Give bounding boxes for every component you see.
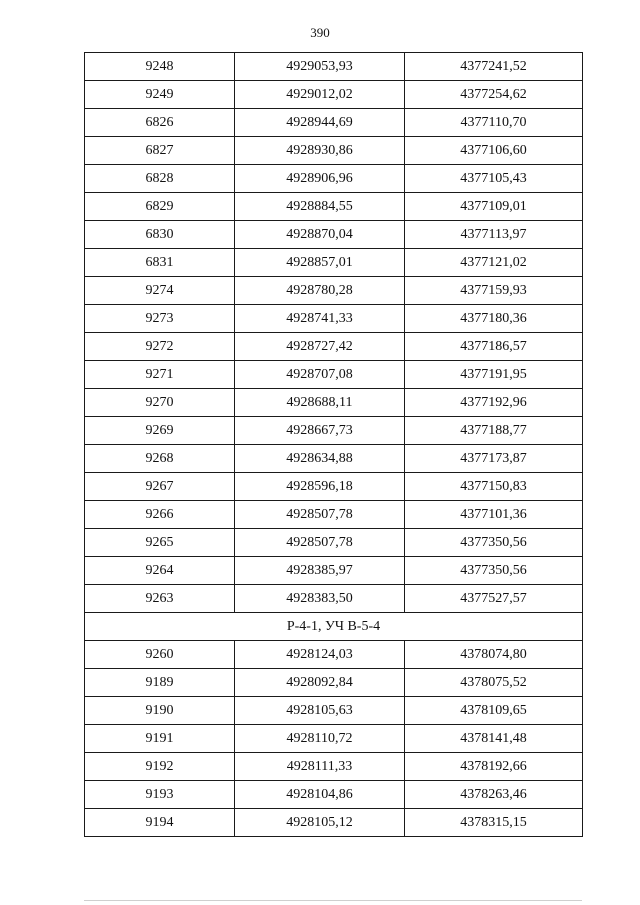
table-row xyxy=(85,445,583,473)
point-number-cell: 6829 xyxy=(85,193,235,221)
table-row xyxy=(85,725,583,753)
x-coordinate-cell: 4928741,33 xyxy=(235,305,405,333)
y-coordinate-cell: 4378075,52 xyxy=(405,669,583,697)
point-number-cell: 9189 xyxy=(85,669,235,697)
table-row xyxy=(85,221,583,249)
table-row xyxy=(85,249,583,277)
table-row xyxy=(85,529,583,557)
point-number-cell: 9267 xyxy=(85,473,235,501)
point-number-cell: 9272 xyxy=(85,333,235,361)
y-coordinate-cell: 4377113,97 xyxy=(405,221,583,249)
section-title: Р-4-1, УЧ В-5-4 xyxy=(85,613,583,641)
y-coordinate-cell: 4377110,70 xyxy=(405,109,583,137)
table-row xyxy=(85,473,583,501)
y-coordinate-cell: 4377105,43 xyxy=(405,165,583,193)
point-number-cell: 9269 xyxy=(85,417,235,445)
y-coordinate-cell: 4377150,83 xyxy=(405,473,583,501)
x-coordinate-cell: 4928507,78 xyxy=(235,529,405,557)
x-coordinate-cell: 4928870,04 xyxy=(235,221,405,249)
table-row xyxy=(85,81,583,109)
x-coordinate-cell: 4928105,12 xyxy=(235,809,405,837)
x-coordinate-cell: 4929012,02 xyxy=(235,81,405,109)
x-coordinate-cell: 4929053,93 xyxy=(235,53,405,81)
page-number: 390 xyxy=(310,25,330,40)
point-number-cell: 9190 xyxy=(85,697,235,725)
x-coordinate-cell: 4928944,69 xyxy=(235,109,405,137)
y-coordinate-cell: 4377159,93 xyxy=(405,277,583,305)
y-coordinate-cell: 4378192,66 xyxy=(405,753,583,781)
x-coordinate-cell: 4928111,33 xyxy=(235,753,405,781)
x-coordinate-cell: 4928383,50 xyxy=(235,585,405,613)
table-row xyxy=(85,53,583,81)
x-coordinate-cell: 4928884,55 xyxy=(235,193,405,221)
table-row xyxy=(85,361,583,389)
x-coordinate-cell: 4928930,86 xyxy=(235,137,405,165)
y-coordinate-cell: 4377173,87 xyxy=(405,445,583,473)
page-bottom-rule xyxy=(84,900,582,901)
point-number-cell: 9263 xyxy=(85,585,235,613)
point-number-cell: 9265 xyxy=(85,529,235,557)
point-number-cell: 9193 xyxy=(85,781,235,809)
point-number-cell: 9268 xyxy=(85,445,235,473)
table-row xyxy=(85,305,583,333)
y-coordinate-cell: 4377180,36 xyxy=(405,305,583,333)
y-coordinate-cell: 4378074,80 xyxy=(405,641,583,669)
table-row xyxy=(85,277,583,305)
x-coordinate-cell: 4928857,01 xyxy=(235,249,405,277)
coordinates-table xyxy=(84,52,583,837)
y-coordinate-cell: 4377188,77 xyxy=(405,417,583,445)
x-coordinate-cell: 4928596,18 xyxy=(235,473,405,501)
y-coordinate-cell: 4377254,62 xyxy=(405,81,583,109)
y-coordinate-cell: 4378109,65 xyxy=(405,697,583,725)
y-coordinate-cell: 4377186,57 xyxy=(405,333,583,361)
y-coordinate-cell: 4378141,48 xyxy=(405,725,583,753)
x-coordinate-cell: 4928385,97 xyxy=(235,557,405,585)
y-coordinate-cell: 4377106,60 xyxy=(405,137,583,165)
y-coordinate-cell: 4377527,57 xyxy=(405,585,583,613)
x-coordinate-cell: 4928688,11 xyxy=(235,389,405,417)
table-row xyxy=(85,109,583,137)
x-coordinate-cell: 4928092,84 xyxy=(235,669,405,697)
x-coordinate-cell: 4928104,86 xyxy=(235,781,405,809)
point-number-cell: 9194 xyxy=(85,809,235,837)
x-coordinate-cell: 4928507,78 xyxy=(235,501,405,529)
table-row xyxy=(85,417,583,445)
table-row xyxy=(85,697,583,725)
point-number-cell: 6830 xyxy=(85,221,235,249)
point-number-cell: 9266 xyxy=(85,501,235,529)
x-coordinate-cell: 4928667,73 xyxy=(235,417,405,445)
table-row xyxy=(85,193,583,221)
table-row xyxy=(85,557,583,585)
point-number-cell: 6831 xyxy=(85,249,235,277)
table-row xyxy=(85,753,583,781)
x-coordinate-cell: 4928634,88 xyxy=(235,445,405,473)
point-number-cell: 9260 xyxy=(85,641,235,669)
y-coordinate-cell: 4377191,95 xyxy=(405,361,583,389)
y-coordinate-cell: 4377350,56 xyxy=(405,529,583,557)
table-row xyxy=(85,137,583,165)
table-row xyxy=(85,333,583,361)
table-row xyxy=(85,641,583,669)
table-row xyxy=(85,585,583,613)
point-number-cell: 9264 xyxy=(85,557,235,585)
point-number-cell: 6827 xyxy=(85,137,235,165)
y-coordinate-cell: 4377241,52 xyxy=(405,53,583,81)
y-coordinate-cell: 4377350,56 xyxy=(405,557,583,585)
x-coordinate-cell: 4928780,28 xyxy=(235,277,405,305)
x-coordinate-cell: 4928906,96 xyxy=(235,165,405,193)
x-coordinate-cell: 4928727,42 xyxy=(235,333,405,361)
point-number-cell: 9274 xyxy=(85,277,235,305)
y-coordinate-cell: 4377101,36 xyxy=(405,501,583,529)
x-coordinate-cell: 4928124,03 xyxy=(235,641,405,669)
point-number-cell: 9273 xyxy=(85,305,235,333)
x-coordinate-cell: 4928110,72 xyxy=(235,725,405,753)
point-number-cell: 9191 xyxy=(85,725,235,753)
table-row xyxy=(85,781,583,809)
y-coordinate-cell: 4378315,15 xyxy=(405,809,583,837)
y-coordinate-cell: 4377109,01 xyxy=(405,193,583,221)
table-row xyxy=(85,165,583,193)
point-number-cell: 9248 xyxy=(85,53,235,81)
point-number-cell: 9271 xyxy=(85,361,235,389)
point-number-cell: 6828 xyxy=(85,165,235,193)
point-number-cell: 9270 xyxy=(85,389,235,417)
table-row xyxy=(85,669,583,697)
x-coordinate-cell: 4928105,63 xyxy=(235,697,405,725)
point-number-cell: 9249 xyxy=(85,81,235,109)
point-number-cell: 6826 xyxy=(85,109,235,137)
x-coordinate-cell: 4928707,08 xyxy=(235,361,405,389)
point-number-cell: 9192 xyxy=(85,753,235,781)
y-coordinate-cell: 4378263,46 xyxy=(405,781,583,809)
section-header-row xyxy=(85,613,583,641)
table-row xyxy=(85,389,583,417)
y-coordinate-cell: 4377121,02 xyxy=(405,249,583,277)
coordinates-table-body xyxy=(85,53,583,837)
y-coordinate-cell: 4377192,96 xyxy=(405,389,583,417)
table-row xyxy=(85,501,583,529)
table-row xyxy=(85,809,583,837)
